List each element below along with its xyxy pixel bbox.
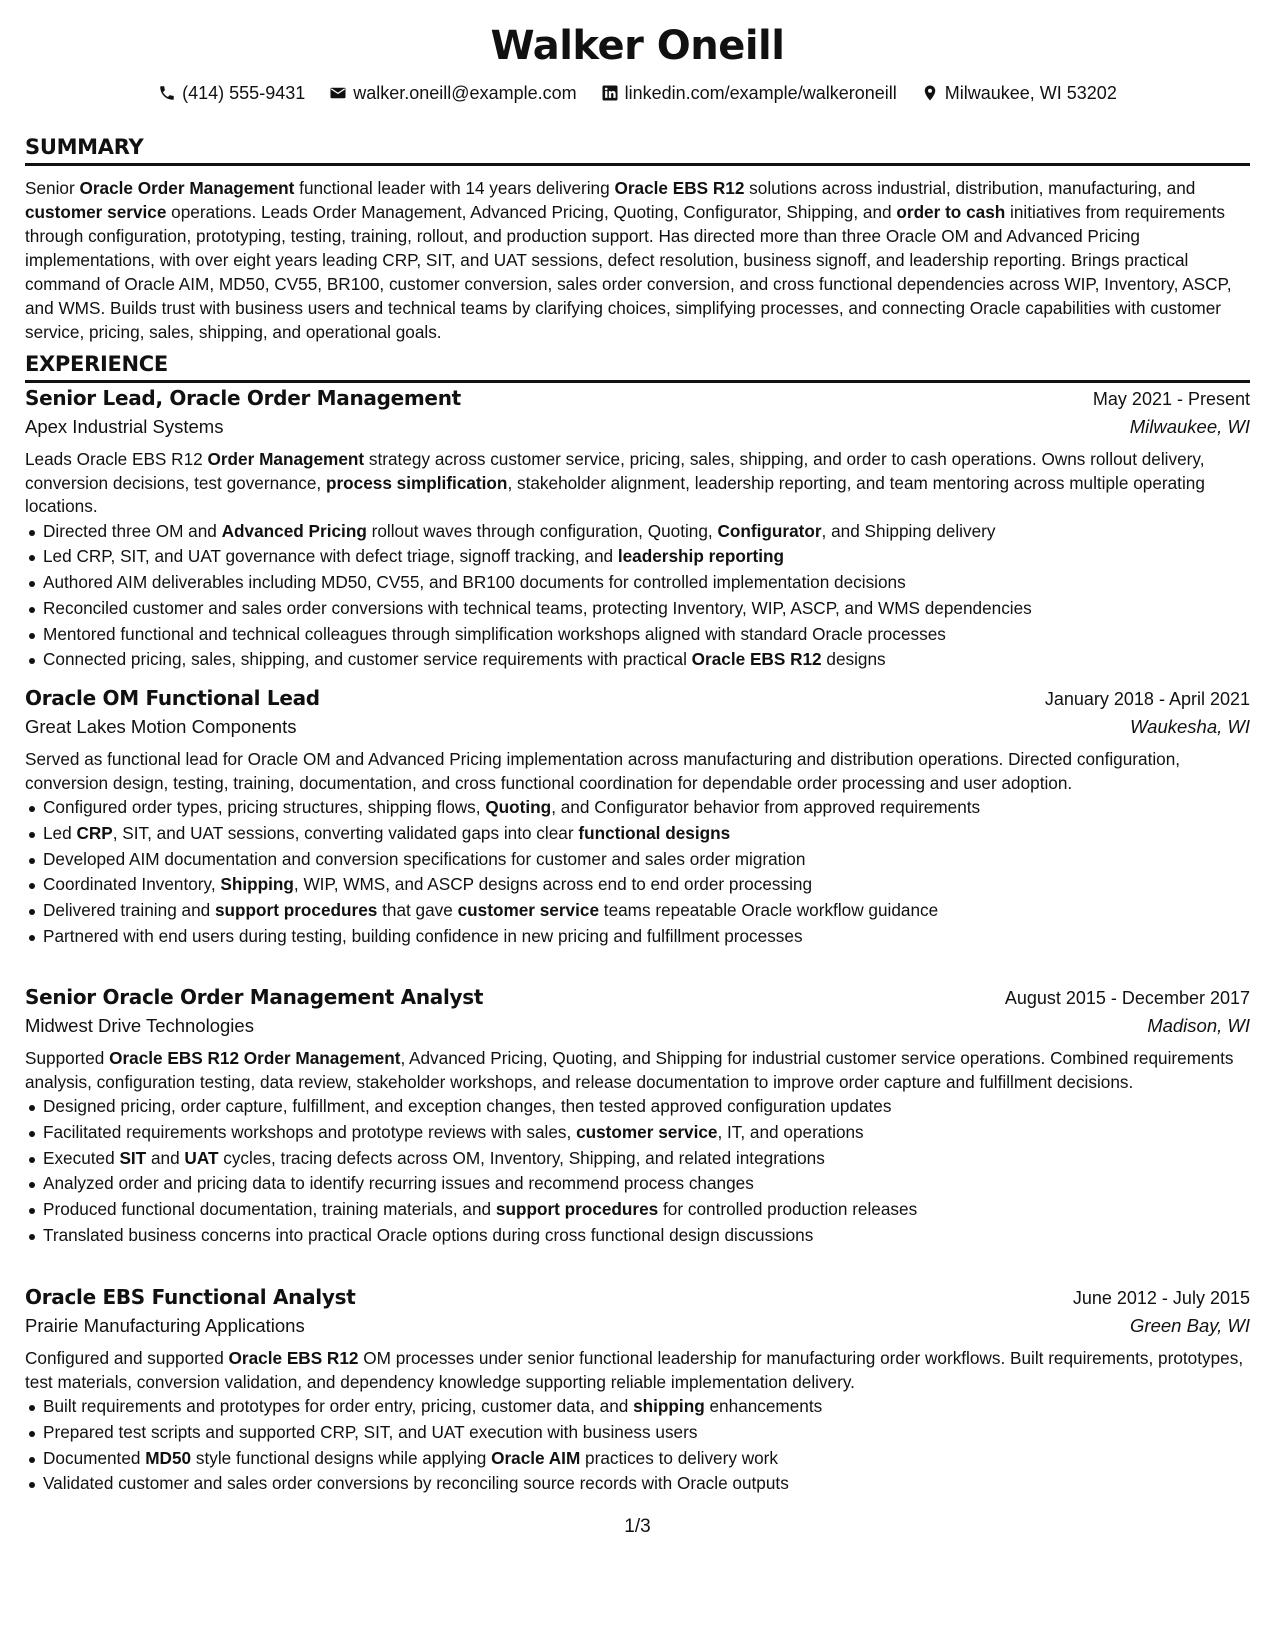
job-dates: June 2012 - July 2015 [1072, 1288, 1250, 1308]
job-bullet: Prepared test scripts and supported CRP, SIT, and UAT execution with business users [25, 1420, 1250, 1446]
job-bullet: Translated business concerns into practical Oracle options during cross functional design discussions [25, 1223, 1250, 1249]
job-header [25, 386, 1250, 416]
experience-heading: EXPERIENCE [25, 352, 1250, 383]
job-subheader [25, 416, 1250, 447]
job-title: Senior Lead, Oracle Order Management [25, 386, 461, 410]
job-company: Apex Industrial Systems [25, 416, 224, 437]
phone-icon [158, 84, 176, 102]
job-entry [25, 1285, 1250, 1497]
job-dates: May 2021 - Present [1092, 389, 1250, 409]
resume-page [25, 0, 1250, 1537]
job-description: Leads Oracle EBS R12 Order Management strategy across customer service, pricing, sales, shipping, and order to cash operations. Owns rollout delivery, conversion decisions, test governance, process simplification, stakeholder alignment, leadership reporting, and team mentoring across multiple operating locations. [25, 449, 1205, 516]
job-entry [25, 686, 1250, 950]
job-bullet: Produced functional documentation, training materials, and support procedures for controlled production releases [25, 1197, 1250, 1223]
email-link[interactable]: walker.oneill@example.com [353, 82, 577, 103]
phone-text: (414) 555-9431 [182, 82, 306, 103]
job-company: Midwest Drive Technologies [25, 1015, 254, 1036]
job-title: Oracle OM Functional Lead [25, 686, 320, 710]
job-bullet: Authored AIM deliverables including MD50, CV55, and BR100 documents for controlled implementation decisions [25, 570, 1250, 596]
job-location: Waukesha, WI [1130, 716, 1250, 737]
job-bullet: Analyzed order and pricing data to identify recurring issues and recommend process changes [25, 1171, 1250, 1197]
contact-phone [158, 83, 305, 104]
linkedin-link[interactable]: linkedin.com/example/walkeroneill [624, 82, 897, 103]
summary-text: Senior Oracle Order Management functional leader with 14 years delivering Oracle EBS R12 solutions across industrial, distribution, manufacturing, and customer service operations. Leads Order Management, Advanced Pricing, Quoting, Configurator, Shipping, and order to cash initiatives from requirements through configuration, prototyping, testing, training, rollout, and production support. Has directed more than three Oracle OM and Advanced Pricing implementations, with over eight years leading CRP, SIT, and UAT sessions, defect resolution, business signoff, and leadership reporting. Brings practical command of Oracle AIM, MD50, CV55, BR100, customer conversion, sales order conversion, and cross functional dependencies across WIP, Inventory, ASCP, and WMS. Builds trust with business users and technical teams by clarifying choices, simplifying processes, and connecting Oracle capabilities with customer service, pricing, sales, shipping, and operational goals. [25, 178, 1232, 342]
job-entry [25, 985, 1250, 1249]
job-bullet: Partnered with end users during testing, building confidence in new pricing and fulfillment processes [25, 924, 1250, 950]
job-location: Madison, WI [1147, 1015, 1250, 1036]
page-number: 1/3 [624, 1516, 651, 1537]
job-description: Served as functional lead for Oracle OM and Advanced Pricing implementation across manufacturing and distribution operations. Directed configuration, conversion design, testing, training, documentation, and cross functional coordination for dependable order processing and user adoption. [25, 749, 1181, 793]
job-bullet: Reconciled customer and sales order conversions with technical teams, protecting Inventory, WIP, ASCP, and WMS dependencies [25, 596, 1250, 622]
job-entry [25, 386, 1250, 673]
linkedin-icon [601, 84, 619, 102]
job-bullet: Coordinated Inventory, Shipping, WIP, WMS, and ASCP designs across end to end order processing [25, 872, 1250, 898]
job-bullet: Documented MD50 style functional designs while applying Oracle AIM practices to delivery work [25, 1446, 1250, 1472]
job-bullet: Configured order types, pricing structures, shipping flows, Quoting, and Configurator behavior from approved requirements [25, 795, 1250, 821]
job-bullet: Delivered training and support procedures that gave customer service teams repeatable Oracle workflow guidance [25, 898, 1250, 924]
contact-linkedin[interactable] [601, 83, 897, 104]
job-subheader [25, 716, 1250, 747]
job-dates: August 2015 - December 2017 [1004, 988, 1250, 1008]
job-subheader [25, 1315, 1250, 1346]
location-text: Milwaukee, WI 53202 [944, 82, 1117, 103]
job-bullet: Led CRP, SIT, and UAT sessions, converting validated gaps into clear functional designs [25, 821, 1250, 847]
job-location: Green Bay, WI [1130, 1315, 1250, 1336]
job-bullet: Connected pricing, sales, shipping, and customer service requirements with practical Oracle EBS R12 designs [25, 647, 1250, 673]
job-bullet: Developed AIM documentation and conversion specifications for customer and sales order migration [25, 847, 1250, 873]
job-bullet-list [25, 795, 1250, 950]
map-pin-icon [921, 84, 939, 102]
job-bullet: Validated customer and sales order conversions by reconciling source records with Oracle outputs [25, 1471, 1250, 1497]
job-header [25, 686, 1250, 716]
job-location: Milwaukee, WI [1129, 416, 1250, 437]
contact-bar [25, 80, 1250, 106]
job-company: Great Lakes Motion Components [25, 716, 297, 737]
job-bullet-list [25, 1094, 1250, 1249]
job-bullet-list [25, 1394, 1250, 1497]
job-header [25, 1285, 1250, 1315]
job-bullet: Built requirements and prototypes for order entry, pricing, customer data, and shipping enhancements [25, 1394, 1250, 1420]
summary-heading: SUMMARY [25, 135, 1250, 166]
envelope-icon [329, 84, 347, 102]
job-bullet-list [25, 519, 1250, 674]
job-bullet: Mentored functional and technical colleagues through simplification workshops aligned with standard Oracle processes [25, 622, 1250, 648]
candidate-name: Walker Oneill [490, 23, 785, 69]
contact-location [921, 83, 1117, 104]
job-dates: January 2018 - April 2021 [1044, 689, 1250, 709]
job-header [25, 985, 1250, 1015]
contact-email[interactable] [329, 83, 576, 104]
job-bullet: Designed pricing, order capture, fulfillment, and exception changes, then tested approved configuration updates [25, 1094, 1250, 1120]
job-title: Oracle EBS Functional Analyst [25, 1285, 356, 1309]
job-bullet: Executed SIT and UAT cycles, tracing defects across OM, Inventory, Shipping, and related integrations [25, 1146, 1250, 1172]
job-company: Prairie Manufacturing Applications [25, 1315, 305, 1336]
job-title: Senior Oracle Order Management Analyst [25, 985, 484, 1009]
job-subheader [25, 1015, 1250, 1046]
job-bullet: Facilitated requirements workshops and prototype reviews with sales, customer service, IT, and operations [25, 1120, 1250, 1146]
job-bullet: Directed three OM and Advanced Pricing rollout waves through configuration, Quoting, Configurator, and Shipping delivery [25, 519, 1250, 545]
job-description: Configured and supported Oracle EBS R12 OM processes under senior functional leadership for manufacturing order workflows. Built requirements, prototypes, test materials, conversion validation, and dependency knowledge supporting reliable implementation delivery. [25, 1348, 1244, 1392]
job-bullet: Led CRP, SIT, and UAT governance with defect triage, signoff tracking, and leadership reporting [25, 544, 1250, 570]
job-description: Supported Oracle EBS R12 Order Management, Advanced Pricing, Quoting, and Shipping for industrial customer service operations. Combined requirements analysis, configuration testing, data review, stakeholder workshops, and release documentation to improve order capture and fulfillment decisions. [25, 1048, 1234, 1092]
